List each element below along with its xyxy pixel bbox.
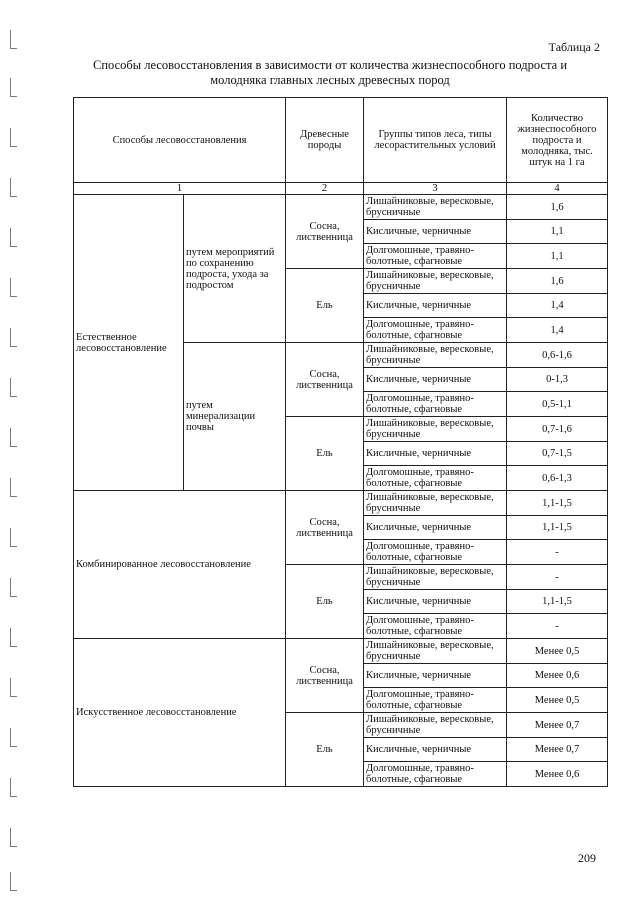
binder-mark bbox=[10, 128, 17, 147]
table-row bbox=[74, 639, 608, 664]
quantity-cell: - bbox=[507, 540, 608, 565]
quantity-cell: Менее 0,7 bbox=[507, 713, 608, 738]
species-spruce: Ель bbox=[286, 269, 364, 343]
species-spruce: Ель bbox=[286, 417, 364, 491]
binder-mark bbox=[10, 30, 17, 49]
binder-mark bbox=[10, 428, 17, 447]
species-pine-larch: Сосна, лиственница bbox=[286, 343, 364, 417]
quantity-cell: Менее 0,6 bbox=[507, 762, 608, 787]
forest-type: Долгомошные, травяно-болотные, сфагновые bbox=[364, 392, 507, 417]
binder-mark bbox=[10, 678, 17, 697]
forest-type: Лишайниковые, вересковые, брусничные bbox=[364, 269, 507, 294]
quantity-cell: 0-1,3 bbox=[507, 368, 608, 392]
page-number: 209 bbox=[578, 851, 596, 865]
table-row bbox=[74, 195, 608, 220]
header-forest-groups: Группы типов леса, типы лесорастительных условий bbox=[364, 98, 507, 183]
binder-mark bbox=[10, 178, 17, 197]
column-number: 2 bbox=[286, 183, 364, 195]
forest-type: Кисличные, черничные bbox=[364, 516, 507, 540]
species-pine-larch: Сосна, лиственница bbox=[286, 195, 364, 269]
quantity-cell: 1,1-1,5 bbox=[507, 491, 608, 516]
binder-mark bbox=[10, 478, 17, 497]
binder-mark bbox=[10, 528, 17, 547]
forest-type: Кисличные, черничные bbox=[364, 664, 507, 688]
binder-mark bbox=[10, 78, 17, 97]
quantity-cell: 0,6-1,6 bbox=[507, 343, 608, 368]
quantity-cell: 1,6 bbox=[507, 269, 608, 294]
quantity-cell: 1,6 bbox=[507, 195, 608, 220]
forest-type: Долгомошные, травяно-болотные, сфагновые bbox=[364, 614, 507, 639]
title-line-1: Способы лесовосстановления в зависимости от количества жизнеспособного подроста и bbox=[92, 58, 568, 72]
reforestation-table bbox=[73, 97, 608, 787]
table-title bbox=[60, 58, 600, 88]
binder-mark bbox=[10, 828, 17, 847]
binder-mark bbox=[10, 228, 17, 247]
forest-type: Кисличные, черничные bbox=[364, 590, 507, 614]
quantity-cell: 0,7-1,6 bbox=[507, 417, 608, 442]
forest-type: Лишайниковые, вересковые, брусничные bbox=[364, 417, 507, 442]
forest-type: Долгомошные, травяно-болотные, сфагновые bbox=[364, 762, 507, 787]
method-natural-sub2: путем минерализации почвы bbox=[184, 343, 286, 491]
quantity-cell: 1,1 bbox=[507, 220, 608, 244]
binder-mark bbox=[10, 628, 17, 647]
forest-type: Долгомошные, травяно-болотные, сфагновые bbox=[364, 318, 507, 343]
binder-mark bbox=[10, 872, 17, 891]
method-natural-sub1: путем мероприятий по сохранению подроста, ухода за подростом bbox=[184, 195, 286, 343]
quantity-cell: 1,4 bbox=[507, 318, 608, 343]
quantity-cell: 0,5-1,1 bbox=[507, 392, 608, 417]
header-species: Древесные породы bbox=[286, 98, 364, 183]
forest-type: Долгомошные, травяно-болотные, сфагновые bbox=[364, 688, 507, 713]
species-spruce: Ель bbox=[286, 565, 364, 639]
quantity-cell: Менее 0,5 bbox=[507, 639, 608, 664]
forest-type: Долгомошные, травяно-болотные, сфагновые bbox=[364, 540, 507, 565]
forest-type: Лишайниковые, вересковые, брусничные bbox=[364, 343, 507, 368]
method-natural: Естественное лесовосстановление bbox=[74, 195, 184, 491]
column-number-row bbox=[74, 183, 608, 195]
forest-type: Лишайниковые, вересковые, брусничные bbox=[364, 195, 507, 220]
quantity-cell: - bbox=[507, 614, 608, 639]
quantity-cell: Менее 0,6 bbox=[507, 664, 608, 688]
species-pine-larch: Сосна, лиственница bbox=[286, 639, 364, 713]
title-line-2: молодняка главных лесных древесных пород bbox=[210, 73, 450, 87]
header-row bbox=[74, 98, 608, 183]
quantity-cell: 1,4 bbox=[507, 294, 608, 318]
forest-type: Кисличные, черничные bbox=[364, 220, 507, 244]
quantity-cell: Менее 0,7 bbox=[507, 738, 608, 762]
forest-type: Кисличные, черничные bbox=[364, 294, 507, 318]
column-number: 3 bbox=[364, 183, 507, 195]
species-spruce: Ель bbox=[286, 713, 364, 787]
table-row bbox=[74, 491, 608, 516]
header-quantity: Количество жизнеспособного подроста и молодняка, тыс. штук на 1 га bbox=[507, 98, 608, 183]
forest-type: Лишайниковые, вересковые, брусничные bbox=[364, 639, 507, 664]
table-label: Таблица 2 bbox=[548, 40, 600, 54]
binder-mark bbox=[10, 378, 17, 397]
method-artificial: Искусственное лесовосстановление bbox=[74, 639, 286, 787]
method-combined: Комбинированное лесовосстановление bbox=[74, 491, 286, 639]
header-method: Способы лесовосстановления bbox=[74, 98, 286, 183]
quantity-cell: 1,1-1,5 bbox=[507, 590, 608, 614]
quantity-cell: Менее 0,5 bbox=[507, 688, 608, 713]
binder-mark bbox=[10, 728, 17, 747]
species-pine-larch: Сосна, лиственница bbox=[286, 491, 364, 565]
quantity-cell: 0,7-1,5 bbox=[507, 442, 608, 466]
binder-margin bbox=[0, 0, 22, 905]
quantity-cell: 1,1 bbox=[507, 244, 608, 269]
quantity-cell: - bbox=[507, 565, 608, 590]
quantity-cell: 0,6-1,3 bbox=[507, 466, 608, 491]
binder-mark bbox=[10, 328, 17, 347]
binder-mark bbox=[10, 578, 17, 597]
forest-type: Кисличные, черничные bbox=[364, 368, 507, 392]
column-number: 4 bbox=[507, 183, 608, 195]
binder-mark bbox=[10, 278, 17, 297]
forest-type: Кисличные, черничные bbox=[364, 738, 507, 762]
quantity-cell: 1,1-1,5 bbox=[507, 516, 608, 540]
forest-type: Кисличные, черничные bbox=[364, 442, 507, 466]
forest-type: Лишайниковые, вересковые, брусничные bbox=[364, 565, 507, 590]
forest-type: Лишайниковые, вересковые, брусничные bbox=[364, 713, 507, 738]
forest-type: Лишайниковые, вересковые, брусничные bbox=[364, 491, 507, 516]
column-number: 1 bbox=[74, 183, 286, 195]
binder-mark bbox=[10, 778, 17, 797]
forest-type: Долгомошные, травяно-болотные, сфагновые bbox=[364, 244, 507, 269]
forest-type: Долгомошные, травяно-болотные, сфагновые bbox=[364, 466, 507, 491]
